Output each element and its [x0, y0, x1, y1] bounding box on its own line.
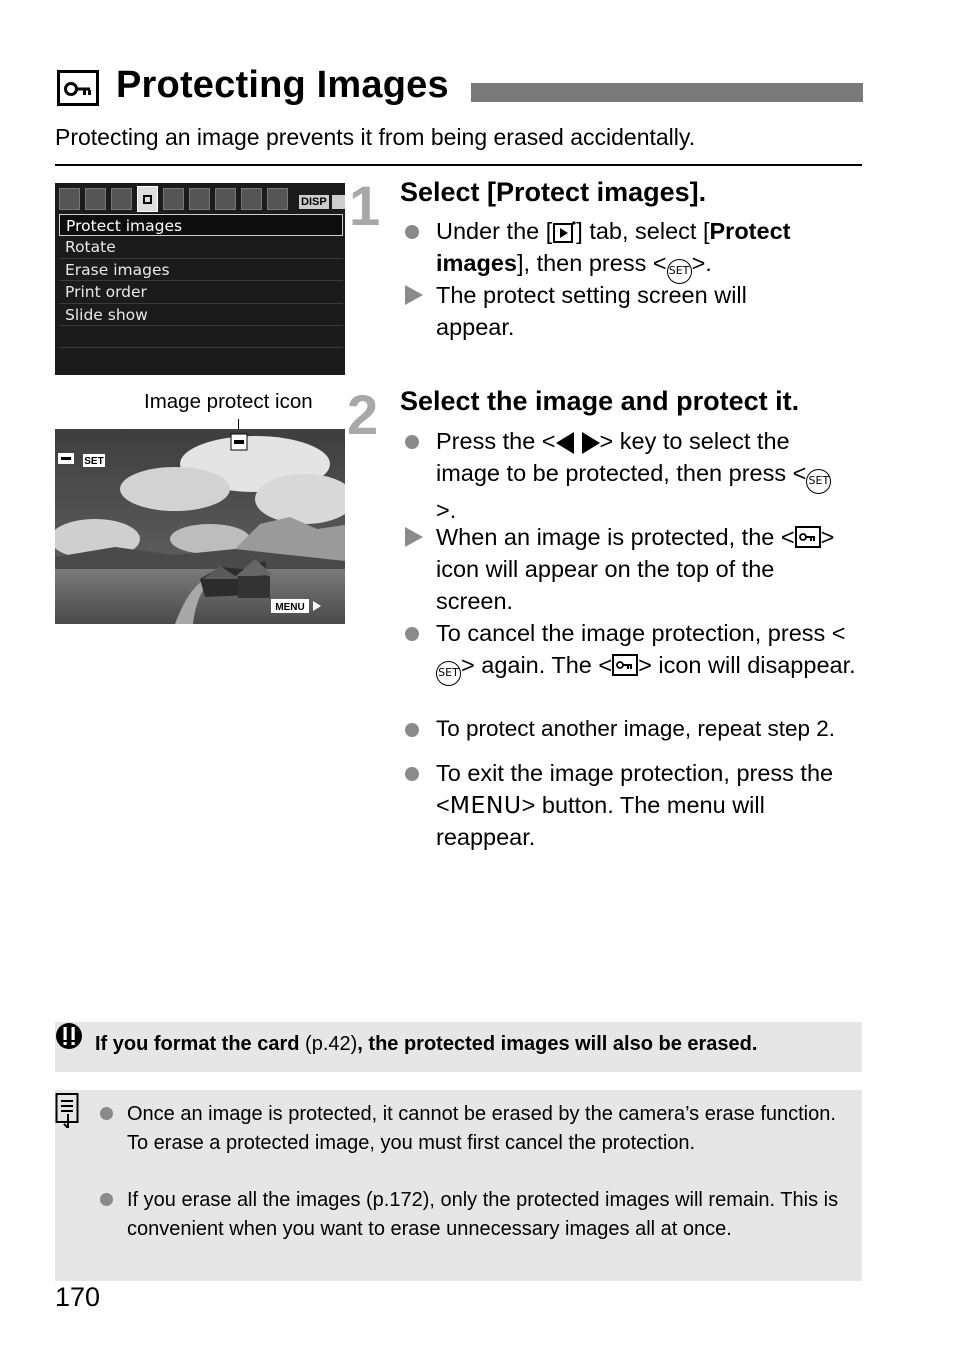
menu-item-rotate: Rotate	[59, 236, 343, 258]
set-label: SET	[84, 456, 104, 467]
caution-icon	[55, 1022, 85, 1052]
step-2-bullet-5: To exit the image protection, press the <MENU> button. The menu will reappear.	[405, 757, 845, 853]
title-bar	[471, 83, 863, 102]
step-2-title: Select the image and protect it.	[400, 386, 800, 416]
bullet-dot-icon	[100, 1107, 113, 1120]
menu-tab	[163, 188, 184, 210]
menu-tabs	[59, 186, 343, 212]
intro-text: Protecting an image prevents it from being erased accidentally.	[55, 124, 696, 150]
divider	[55, 164, 862, 166]
disp-label: DISP	[301, 196, 327, 208]
menu-item-empty	[59, 326, 343, 348]
step-2-bullet-2: When an image is protected, the < > icon will appear on the top of the screen.	[405, 521, 845, 617]
menu-label: MENU	[275, 602, 305, 613]
menu-tab	[59, 188, 80, 210]
protect-key-icon	[57, 70, 99, 106]
step-1-title: Select [Protect images].	[400, 177, 707, 207]
menu-tab	[189, 188, 210, 210]
step-2-bullet-1: Press the < > key to select the image to be protected, then press < SET>.	[405, 425, 845, 526]
camera-menu-screen	[55, 183, 345, 375]
result-arrow-icon	[405, 285, 423, 305]
page-number: 170	[55, 1282, 101, 1312]
step-1-bullet-1: Under the [ ] tab, select [Protect images], then press < SET>.	[405, 215, 845, 284]
caution-box	[55, 1022, 862, 1072]
menu-tab-active	[137, 186, 158, 212]
result-arrow-icon	[405, 527, 423, 547]
bullet-dot-icon	[100, 1193, 113, 1206]
set-button-icon: SET	[436, 661, 461, 686]
bullet-dot-icon	[405, 767, 419, 781]
menu-tab	[267, 188, 288, 210]
step-2-bullet-4: To protect another image, repeat step 2.	[405, 713, 885, 745]
note-item: Once an image is protected, it cannot be erased by the camera’s erase function. To erase a protected image, you must first cancel the protection.	[100, 1100, 845, 1158]
menu-list	[59, 214, 343, 371]
caution-text: If you format the card (p.42), the protected images will also be erased.	[95, 1033, 758, 1055]
menu-button-label: MENU	[449, 791, 522, 819]
image-protect-icon-caption: Image protect icon	[144, 390, 313, 413]
menu-tab	[215, 188, 236, 210]
menu-tab	[241, 188, 262, 210]
protected-image-preview	[55, 429, 345, 624]
menu-item-slide-show: Slide show	[59, 304, 343, 326]
menu-item-erase-images: Erase images	[59, 259, 343, 281]
menu-tab	[85, 188, 106, 210]
menu-item-empty	[59, 348, 343, 370]
bullet-dot-icon	[405, 627, 419, 641]
menu-item-print-order: Print order	[59, 281, 343, 303]
bullet-dot-icon	[405, 723, 419, 737]
notes-box	[55, 1090, 862, 1281]
set-button-icon: SET	[806, 469, 831, 494]
menu-tab	[111, 188, 132, 210]
page-title: Protecting Images	[116, 64, 449, 106]
bullet-dot-icon	[405, 435, 419, 449]
note-item: If you erase all the images (p.172), only the protected images will remain. This is convenient when you want to erase unnecessary images all at once.	[100, 1186, 845, 1244]
set-button-icon: SET	[667, 259, 692, 284]
step-2-number: 2	[347, 383, 379, 446]
protect-key-icon	[612, 654, 638, 676]
step-1-bullet-2: The protect setting screen will appear.	[405, 279, 845, 343]
memo-icon	[55, 1092, 81, 1128]
protect-key-icon	[795, 526, 821, 548]
menu-item-protect-images: Protect images	[59, 214, 343, 236]
playback-tab-icon	[552, 221, 576, 245]
step-2-bullet-3: To cancel the image protection, press <SET> again. The < > icon will disappear.	[405, 617, 865, 686]
bullet-dot-icon	[405, 225, 419, 239]
step-1-number: 1	[349, 174, 381, 237]
info-icon	[332, 195, 345, 209]
left-right-key-icon	[556, 432, 600, 454]
